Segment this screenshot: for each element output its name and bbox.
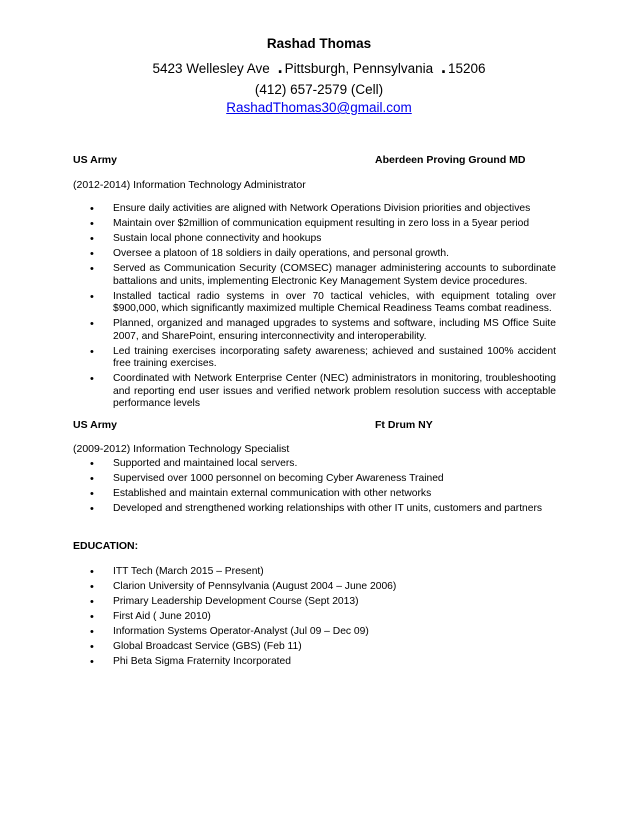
job-location: Ft Drum NY: [375, 419, 433, 431]
duty-item: • Established and maintain external communication with other networks: [90, 488, 556, 501]
education-item: • First Aid ( June 2010): [90, 611, 556, 624]
duty-item: • Oversee a platoon of 18 soldiers in daily operations, and personal growth.: [90, 248, 556, 261]
job-role: (2009-2012) Information Technology Specialist: [73, 443, 290, 455]
street-address: 5423 Wellesley Ave: [152, 61, 270, 76]
duty-item: • Sustain local phone connectivity and hookups: [90, 233, 556, 246]
email-link[interactable]: RashadThomas30@gmail.com: [226, 100, 412, 115]
duty-item: • Installed tactical radio systems in over 70 tactical vehicles, with equipment totaling over $900,000, which significantly maximized multiple Chemical Readiness Teams combat readiness.: [90, 291, 556, 316]
duty-item: • Coordinated with Network Enterprise Center (NEC) administrators in monitoring, troubleshooting and reporting end user issues and verified network problem resolution success with acceptable performance levels: [90, 373, 556, 411]
education-item: • Primary Leadership Development Course (Sept 2013): [90, 596, 556, 609]
education-item: • Information Systems Operator-Analyst (Jul 09 – Dec 09): [90, 626, 556, 639]
education-list: [90, 566, 556, 671]
job-employer: US Army: [73, 154, 117, 166]
address-separator: .: [277, 57, 283, 77]
education-item: • Clarion University of Pennsylvania (August 2004 – June 2006): [90, 581, 556, 594]
job-employer: US Army: [73, 419, 117, 431]
job-duties-list: [90, 203, 556, 413]
duty-item: • Maintain over $2million of communication equipment resulting in zero loss in a 5year period: [90, 218, 556, 231]
duty-item: • Ensure daily activities are aligned with Network Operations Division priorities and objectives: [90, 203, 556, 216]
job-location: Aberdeen Proving Ground MD: [375, 154, 526, 166]
education-item: • Phi Beta Sigma Fraternity Incorporated: [90, 656, 556, 669]
duty-item: • Led training exercises incorporating safety awareness; achieved and sustained 100% accident free training exercises.: [90, 346, 556, 371]
city-state: Pittsburgh, Pennsylvania: [284, 61, 434, 76]
duty-item: • Supported and maintained local servers.: [90, 458, 556, 471]
job-duties-list: [90, 458, 556, 518]
education-item: • ITT Tech (March 2015 – Present): [90, 566, 556, 579]
zip-code: 15206: [447, 61, 486, 76]
address-line: [0, 57, 638, 77]
duty-item: • Developed and strengthened working relationships with other IT units, customers and partners: [90, 503, 556, 516]
education-item: • Global Broadcast Service (GBS) (Feb 11): [90, 641, 556, 654]
duty-item: • Served as Communication Security (COMSEC) manager administering accounts to subordinate battalions and units, implementing Electronic Key Management System device procedures.: [90, 263, 556, 288]
phone-number: (412) 657-2579 (Cell): [254, 82, 384, 97]
job-role: (2012-2014) Information Technology Administrator: [73, 179, 306, 191]
duty-item: • Supervised over 1000 personnel on becoming Cyber Awareness Trained: [90, 473, 556, 486]
education-heading: EDUCATION:: [73, 540, 139, 552]
candidate-name: Rashad Thomas: [266, 36, 372, 51]
duty-item: • Planned, organized and managed upgrades to systems and software, including MS Office Suite 2007, and SharePoint, ensuring interconnectivity and interoperability.: [90, 318, 556, 343]
address-separator: .: [440, 57, 446, 77]
